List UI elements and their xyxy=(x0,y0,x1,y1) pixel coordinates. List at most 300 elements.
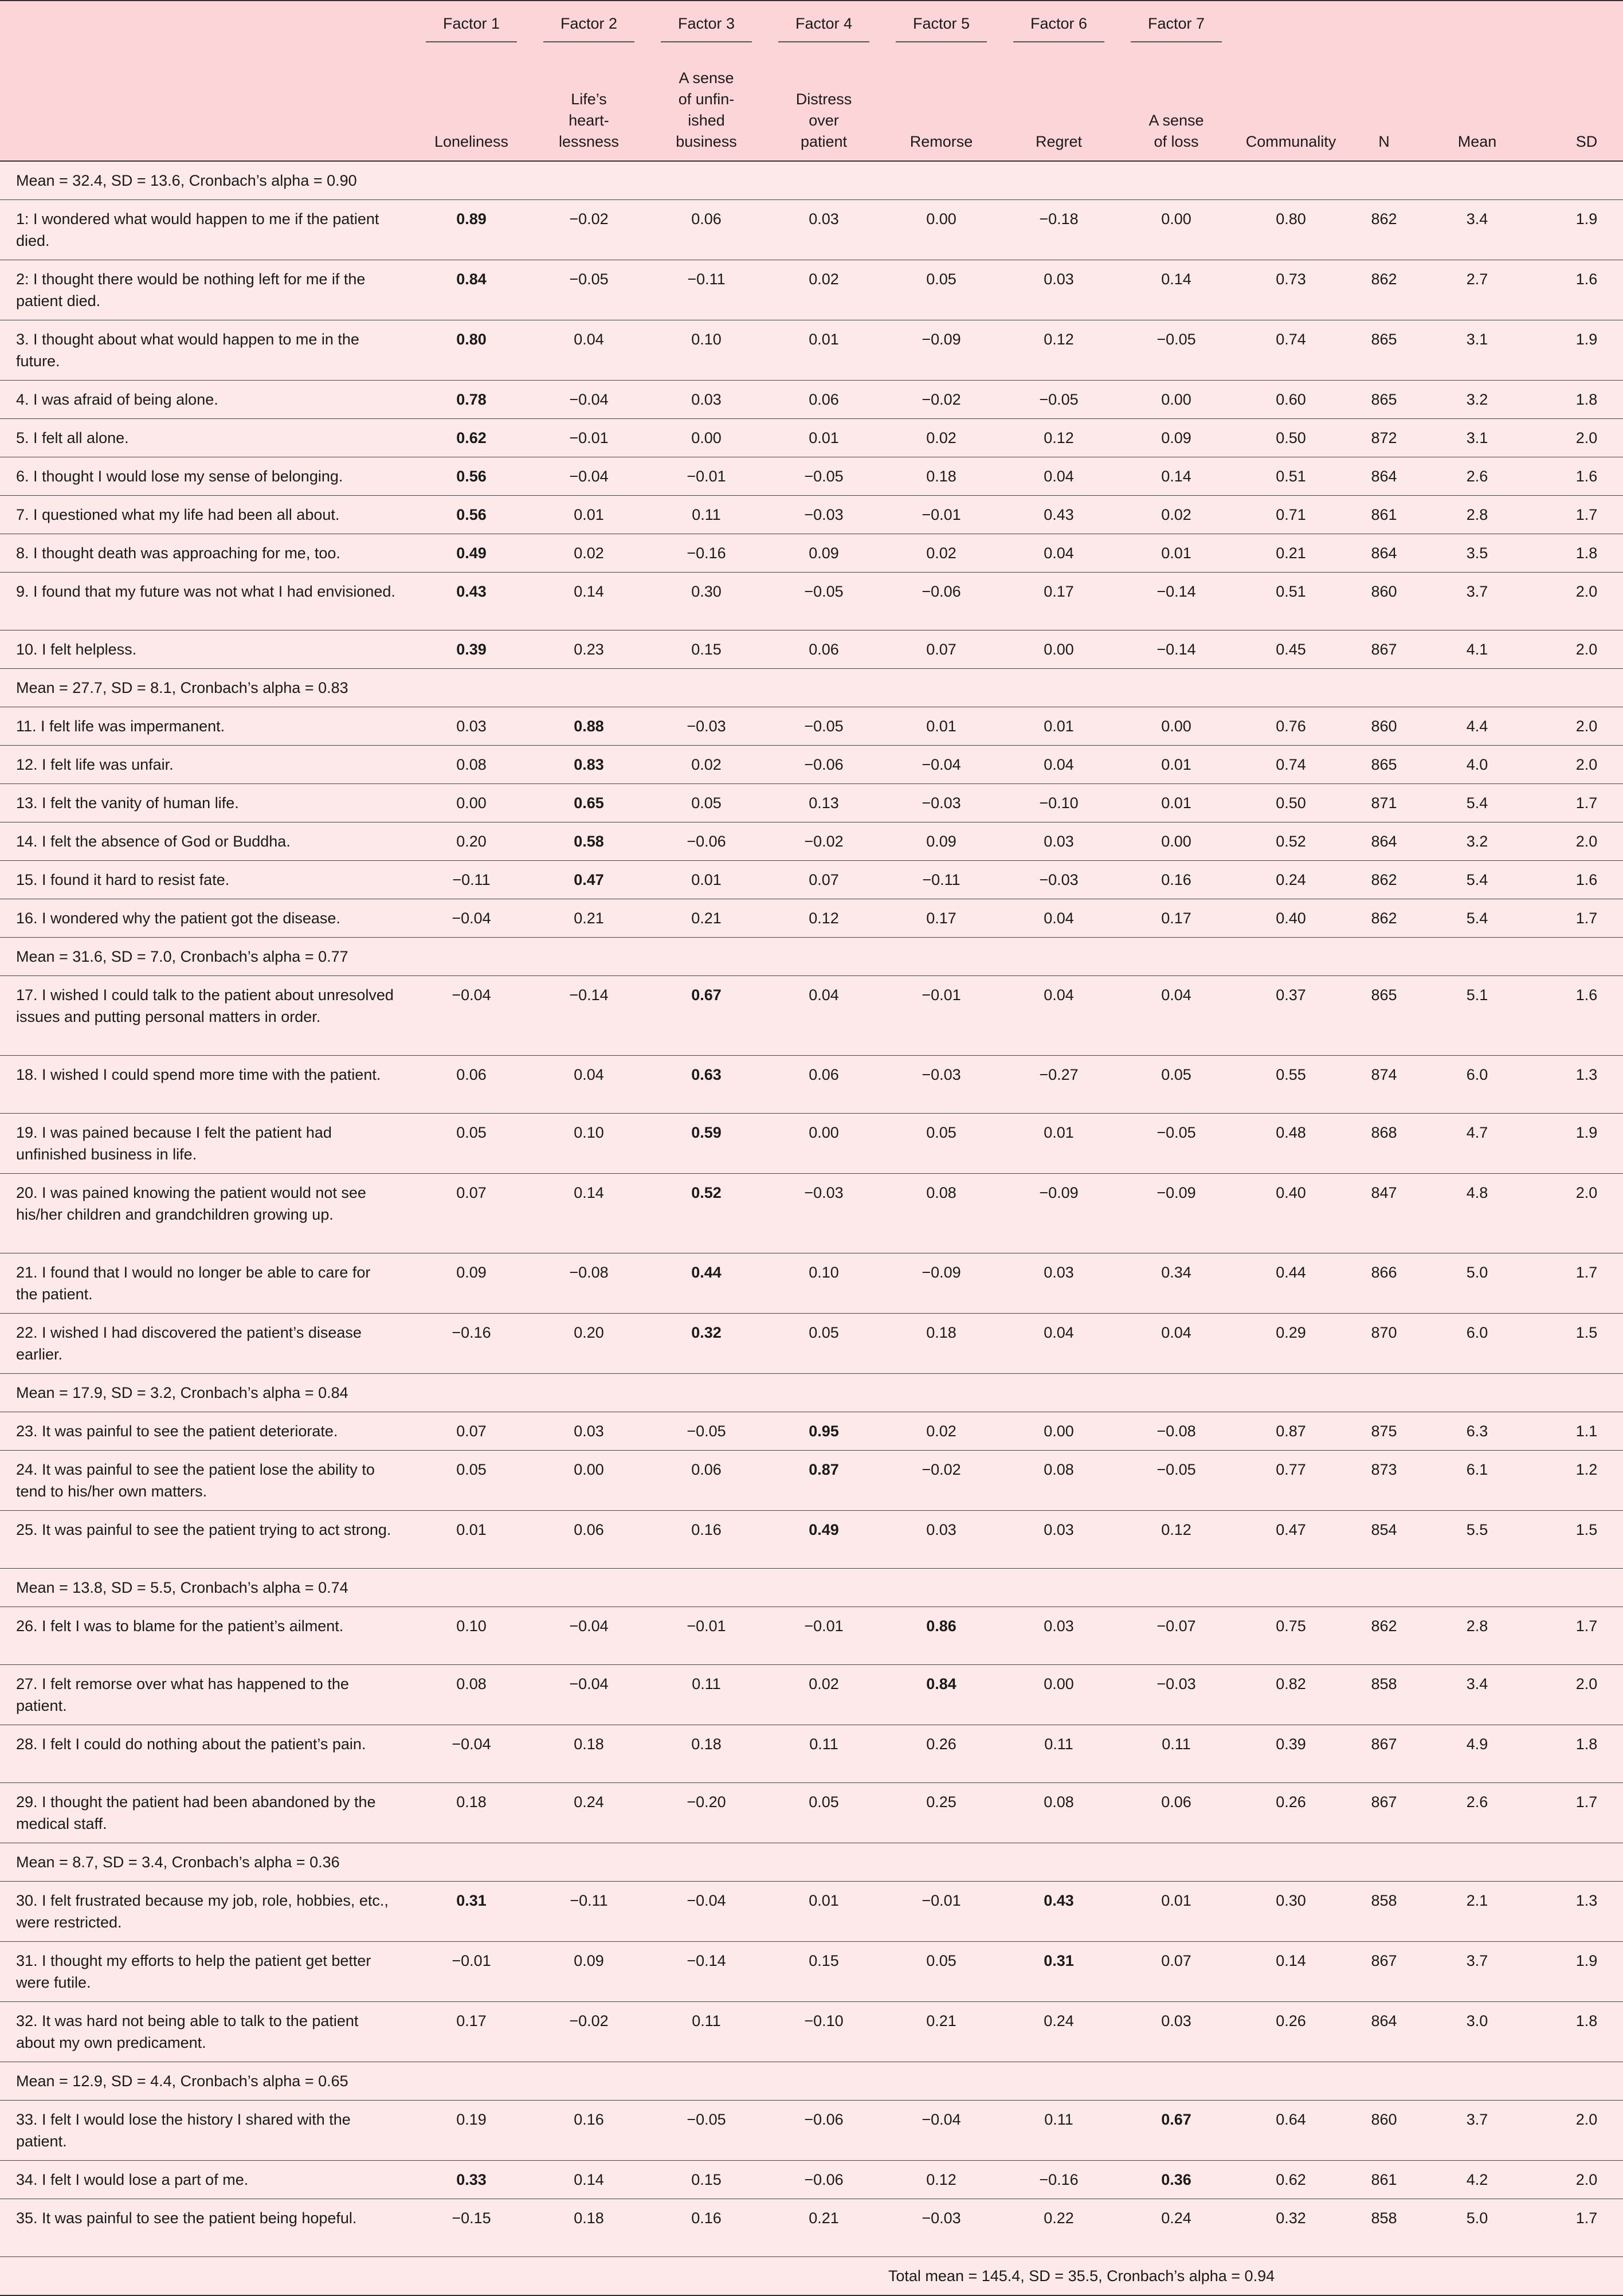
loading-factor-3: −0.06 xyxy=(648,822,765,861)
mean-cell: 2.6 xyxy=(1421,1783,1533,1843)
n-cell: 858 xyxy=(1347,1882,1421,1942)
loading-factor-2: 0.14 xyxy=(530,1174,648,1253)
table-row xyxy=(0,496,1623,534)
loading-factor-2: 0.16 xyxy=(530,2101,648,2161)
loading-factor-1: 0.10 xyxy=(413,1607,530,1665)
loading-factor-4: −0.02 xyxy=(765,822,883,861)
table-row xyxy=(0,200,1623,260)
loading-factor-4: 0.00 xyxy=(765,1114,883,1174)
loading-factor-1: 0.01 xyxy=(413,1511,530,1569)
loading-factor-5: 0.25 xyxy=(883,1783,1000,1843)
loading-factor-4: 0.04 xyxy=(765,976,883,1056)
loading-factor-4: −0.01 xyxy=(765,1607,883,1665)
sd-cell: 1.8 xyxy=(1533,381,1623,419)
loading-factor-4: −0.06 xyxy=(765,746,883,784)
loading-factor-1: 0.78 xyxy=(413,381,530,419)
item-text: 14. I felt the absence of God or Buddha. xyxy=(0,822,413,861)
loading-factor-3: 0.15 xyxy=(648,2161,765,2199)
item-text: 9. I found that my future was not what I had envisioned. xyxy=(0,573,413,630)
n-cell: 867 xyxy=(1347,1783,1421,1843)
loading-factor-6: 0.04 xyxy=(1000,457,1118,496)
loading-factor-6: 0.17 xyxy=(1000,573,1118,630)
mean-cell: 3.2 xyxy=(1421,381,1533,419)
loading-factor-3: −0.04 xyxy=(648,1882,765,1942)
table-row xyxy=(0,1783,1623,1843)
item-text: 3. I thought about what would happen to me in the future. xyxy=(0,320,413,381)
sd-cell: 1.6 xyxy=(1533,861,1623,899)
item-text: 17. I wished I could talk to the patient about unresolved issues and putting personal matters in order. xyxy=(0,976,413,1056)
loading-factor-7: −0.09 xyxy=(1118,1174,1235,1253)
table-row xyxy=(0,2199,1623,2257)
item-text: 20. I was pained knowing the patient would not see his/her children and grandchildren growing up. xyxy=(0,1174,413,1253)
loading-factor-4: −0.05 xyxy=(765,573,883,630)
mean-cell: 5.5 xyxy=(1421,1511,1533,1569)
n-cell: 874 xyxy=(1347,1056,1421,1114)
n-cell: 871 xyxy=(1347,784,1421,822)
n-cell: 865 xyxy=(1347,381,1421,419)
communality-cell: 0.44 xyxy=(1235,1253,1347,1314)
loading-factor-7: −0.05 xyxy=(1118,1451,1235,1511)
loading-factor-7: 0.67 xyxy=(1118,2101,1235,2161)
header-mean: Mean xyxy=(1421,58,1533,161)
communality-cell: 0.71 xyxy=(1235,496,1347,534)
loading-factor-1: 0.07 xyxy=(413,1412,530,1451)
loading-factor-4: 0.15 xyxy=(765,1942,883,2002)
sd-cell: 1.7 xyxy=(1533,899,1623,938)
n-cell: 860 xyxy=(1347,707,1421,746)
loading-factor-4: 0.87 xyxy=(765,1451,883,1511)
communality-cell: 0.26 xyxy=(1235,2002,1347,2062)
mean-cell: 4.0 xyxy=(1421,746,1533,784)
loading-factor-1: −0.04 xyxy=(413,899,530,938)
mean-cell: 2.7 xyxy=(1421,260,1533,320)
loading-factor-7: 0.00 xyxy=(1118,381,1235,419)
item-text: 33. I felt I would lose the history I shared with the patient. xyxy=(0,2101,413,2161)
communality-cell: 0.60 xyxy=(1235,381,1347,419)
item-text: 26. I felt I was to blame for the patient’s ailment. xyxy=(0,1607,413,1665)
communality-cell: 0.76 xyxy=(1235,707,1347,746)
mean-cell: 5.1 xyxy=(1421,976,1533,1056)
loading-factor-6: 0.03 xyxy=(1000,822,1118,861)
loading-factor-2: 0.14 xyxy=(530,2161,648,2199)
loading-factor-2: −0.02 xyxy=(530,200,648,260)
loading-factor-3: 0.30 xyxy=(648,573,765,630)
loading-factor-4: 0.10 xyxy=(765,1253,883,1314)
table-row xyxy=(0,419,1623,457)
item-text: 19. I was pained because I felt the patient had unfinished business in life. xyxy=(0,1114,413,1174)
n-cell: 867 xyxy=(1347,1942,1421,2002)
loading-factor-3: 0.06 xyxy=(648,200,765,260)
mean-cell: 3.7 xyxy=(1421,1942,1533,2002)
loading-factor-1: 0.05 xyxy=(413,1114,530,1174)
loading-factor-7: −0.05 xyxy=(1118,1114,1235,1174)
n-cell: 847 xyxy=(1347,1174,1421,1253)
n-cell: 870 xyxy=(1347,1314,1421,1374)
communality-cell: 0.40 xyxy=(1235,899,1347,938)
mean-cell: 6.1 xyxy=(1421,1451,1533,1511)
loading-factor-3: 0.10 xyxy=(648,320,765,381)
loading-factor-5: 0.21 xyxy=(883,2002,1000,2062)
loading-factor-7: 0.12 xyxy=(1118,1511,1235,1569)
loading-factor-7: −0.07 xyxy=(1118,1607,1235,1665)
communality-cell: 0.62 xyxy=(1235,2161,1347,2199)
loading-factor-4: −0.03 xyxy=(765,1174,883,1253)
item-text: 23. It was painful to see the patient deteriorate. xyxy=(0,1412,413,1451)
loading-factor-2: 0.83 xyxy=(530,746,648,784)
item-text: 24. It was painful to see the patient lose the ability to tend to his/her own matters. xyxy=(0,1451,413,1511)
n-cell: 858 xyxy=(1347,2199,1421,2257)
loading-factor-7: 0.24 xyxy=(1118,2199,1235,2257)
loading-factor-4: 0.02 xyxy=(765,260,883,320)
loading-factor-3: 0.11 xyxy=(648,496,765,534)
table-row xyxy=(0,2101,1623,2161)
table-row xyxy=(0,381,1623,419)
table-row xyxy=(0,1725,1623,1783)
mean-cell: 6.0 xyxy=(1421,1314,1533,1374)
n-cell: 866 xyxy=(1347,1253,1421,1314)
communality-cell: 0.73 xyxy=(1235,260,1347,320)
header-communality: Communality xyxy=(1235,58,1347,161)
loading-factor-6: 0.00 xyxy=(1000,1665,1118,1725)
loading-factor-6: 0.04 xyxy=(1000,534,1118,573)
table-row xyxy=(0,2002,1623,2062)
mean-cell: 6.0 xyxy=(1421,1056,1533,1114)
mean-cell: 4.4 xyxy=(1421,707,1533,746)
loading-factor-1: 0.43 xyxy=(413,573,530,630)
sd-cell: 1.7 xyxy=(1533,1783,1623,1843)
section-summary: Mean = 31.6, SD = 7.0, Cronbach’s alpha = 0.77 xyxy=(0,938,1623,976)
loading-factor-7: 0.17 xyxy=(1118,899,1235,938)
communality-cell: 0.50 xyxy=(1235,784,1347,822)
loading-factor-5: 0.84 xyxy=(883,1665,1000,1725)
loading-factor-2: −0.04 xyxy=(530,1607,648,1665)
header-factor-3: Factor 3 xyxy=(648,1,765,58)
sd-cell: 2.0 xyxy=(1533,822,1623,861)
loading-factor-7: 0.00 xyxy=(1118,707,1235,746)
loading-factor-5: 0.02 xyxy=(883,1412,1000,1451)
loading-factor-4: 0.95 xyxy=(765,1412,883,1451)
loading-factor-3: 0.03 xyxy=(648,381,765,419)
loading-factor-5: −0.09 xyxy=(883,1253,1000,1314)
section-summary-row xyxy=(0,1374,1623,1412)
sd-cell: 1.6 xyxy=(1533,457,1623,496)
header-name-row xyxy=(0,58,1623,161)
section-summary: Mean = 12.9, SD = 4.4, Cronbach’s alpha = 0.65 xyxy=(0,2062,1623,2101)
communality-cell: 0.80 xyxy=(1235,200,1347,260)
loading-factor-6: 0.01 xyxy=(1000,707,1118,746)
loading-factor-2: 0.18 xyxy=(530,1725,648,1783)
loading-factor-1: 0.09 xyxy=(413,1253,530,1314)
loading-factor-6: 0.00 xyxy=(1000,1412,1118,1451)
n-cell: 868 xyxy=(1347,1114,1421,1174)
item-text: 22. I wished I had discovered the patient’s disease earlier. xyxy=(0,1314,413,1374)
factor-name-1: Loneliness xyxy=(413,58,530,161)
loading-factor-6: 0.12 xyxy=(1000,419,1118,457)
sd-cell: 2.0 xyxy=(1533,1665,1623,1725)
table-row xyxy=(0,822,1623,861)
item-text: 30. I felt frustrated because my job, role, hobbies, etc., were restricted. xyxy=(0,1882,413,1942)
loading-factor-5: −0.04 xyxy=(883,2101,1000,2161)
total-summary: Total mean = 145.4, SD = 35.5, Cronbach’s alpha = 0.94 xyxy=(0,2257,1623,2296)
n-cell: 865 xyxy=(1347,976,1421,1056)
loading-factor-2: 0.04 xyxy=(530,320,648,381)
header-n: N xyxy=(1347,58,1421,161)
loading-factor-5: 0.05 xyxy=(883,260,1000,320)
table-row xyxy=(0,1056,1623,1114)
mean-cell: 3.4 xyxy=(1421,200,1533,260)
loading-factor-3: −0.01 xyxy=(648,457,765,496)
factor-name-4: Distress over patient xyxy=(765,58,883,161)
item-text: 5. I felt all alone. xyxy=(0,419,413,457)
sd-cell: 1.5 xyxy=(1533,1314,1623,1374)
loading-factor-2: 0.23 xyxy=(530,630,648,669)
loading-factor-4: 0.13 xyxy=(765,784,883,822)
item-text: 6. I thought I would lose my sense of belonging. xyxy=(0,457,413,496)
communality-cell: 0.52 xyxy=(1235,822,1347,861)
n-cell: 862 xyxy=(1347,899,1421,938)
loading-factor-1: −0.16 xyxy=(413,1314,530,1374)
loading-factor-4: 0.06 xyxy=(765,1056,883,1114)
loading-factor-2: 0.88 xyxy=(530,707,648,746)
communality-cell: 0.55 xyxy=(1235,1056,1347,1114)
loading-factor-6: 0.03 xyxy=(1000,1511,1118,1569)
header-factor-5: Factor 5 xyxy=(883,1,1000,58)
item-text: 16. I wondered why the patient got the disease. xyxy=(0,899,413,938)
loading-factor-4: 0.02 xyxy=(765,1665,883,1725)
sd-cell: 1.6 xyxy=(1533,260,1623,320)
loading-factor-2: 0.10 xyxy=(530,1114,648,1174)
loading-factor-6: 0.31 xyxy=(1000,1942,1118,2002)
sd-cell: 1.9 xyxy=(1533,1114,1623,1174)
n-cell: 875 xyxy=(1347,1412,1421,1451)
loading-factor-5: −0.01 xyxy=(883,1882,1000,1942)
loading-factor-3: 0.18 xyxy=(648,1725,765,1783)
loading-factor-5: 0.07 xyxy=(883,630,1000,669)
section-summary: Mean = 8.7, SD = 3.4, Cronbach’s alpha = 0.36 xyxy=(0,1843,1623,1882)
sd-cell: 2.0 xyxy=(1533,630,1623,669)
mean-cell: 4.8 xyxy=(1421,1174,1533,1253)
loading-factor-7: −0.05 xyxy=(1118,320,1235,381)
header-factor-6: Factor 6 xyxy=(1000,1,1118,58)
header-factor-7: Factor 7 xyxy=(1118,1,1235,58)
communality-cell: 0.39 xyxy=(1235,1725,1347,1783)
factor-name-7: A sense of loss xyxy=(1118,58,1235,161)
mean-cell: 5.0 xyxy=(1421,2199,1533,2257)
loading-factor-1: 0.06 xyxy=(413,1056,530,1114)
section-summary-row xyxy=(0,161,1623,200)
header-factor-2: Factor 2 xyxy=(530,1,648,58)
loading-factor-4: −0.05 xyxy=(765,707,883,746)
loading-factor-5: −0.01 xyxy=(883,976,1000,1056)
total-row xyxy=(0,2257,1623,2296)
loading-factor-3: −0.16 xyxy=(648,534,765,573)
loading-factor-7: 0.01 xyxy=(1118,784,1235,822)
loading-factor-3: 0.06 xyxy=(648,1451,765,1511)
loading-factor-6: 0.04 xyxy=(1000,1314,1118,1374)
loading-factor-6: −0.03 xyxy=(1000,861,1118,899)
loading-factor-6: −0.27 xyxy=(1000,1056,1118,1114)
sd-cell: 1.9 xyxy=(1533,320,1623,381)
loading-factor-2: 0.20 xyxy=(530,1314,648,1374)
loading-factor-3: 0.05 xyxy=(648,784,765,822)
loading-factor-7: 0.05 xyxy=(1118,1056,1235,1114)
table-row xyxy=(0,1114,1623,1174)
item-text: 15. I found it hard to resist fate. xyxy=(0,861,413,899)
n-cell: 858 xyxy=(1347,1665,1421,1725)
loading-factor-2: −0.14 xyxy=(530,976,648,1056)
loading-factor-7: 0.09 xyxy=(1118,419,1235,457)
section-summary: Mean = 13.8, SD = 5.5, Cronbach’s alpha = 0.74 xyxy=(0,1569,1623,1607)
item-text: 11. I felt life was impermanent. xyxy=(0,707,413,746)
loading-factor-1: 0.07 xyxy=(413,1174,530,1253)
table-row xyxy=(0,1412,1623,1451)
loading-factor-4: 0.06 xyxy=(765,381,883,419)
loading-factor-3: −0.05 xyxy=(648,2101,765,2161)
loading-factor-4: −0.10 xyxy=(765,2002,883,2062)
loading-factor-5: 0.17 xyxy=(883,899,1000,938)
loading-factor-4: 0.12 xyxy=(765,899,883,938)
table-row xyxy=(0,784,1623,822)
loading-factor-2: 0.01 xyxy=(530,496,648,534)
loading-factor-5: −0.04 xyxy=(883,746,1000,784)
n-cell: 862 xyxy=(1347,861,1421,899)
section-summary-row xyxy=(0,1569,1623,1607)
n-cell: 861 xyxy=(1347,2161,1421,2199)
sd-cell: 1.3 xyxy=(1533,1882,1623,1942)
sd-cell: 1.7 xyxy=(1533,1607,1623,1665)
loading-factor-1: 0.18 xyxy=(413,1783,530,1843)
communality-cell: 0.64 xyxy=(1235,2101,1347,2161)
communality-cell: 0.45 xyxy=(1235,630,1347,669)
table-row xyxy=(0,320,1623,381)
factor-name-2: Life’s heart- lessness xyxy=(530,58,648,161)
loading-factor-6: −0.09 xyxy=(1000,1174,1118,1253)
loading-factor-1: −0.04 xyxy=(413,976,530,1056)
loading-factor-3: −0.05 xyxy=(648,1412,765,1451)
item-text: 31. I thought my efforts to help the patient get better were futile. xyxy=(0,1942,413,2002)
mean-cell: 3.7 xyxy=(1421,573,1533,630)
loading-factor-2: −0.05 xyxy=(530,260,648,320)
mean-cell: 3.1 xyxy=(1421,320,1533,381)
loading-factor-5: 0.02 xyxy=(883,419,1000,457)
table-row xyxy=(0,1942,1623,2002)
mean-cell: 3.0 xyxy=(1421,2002,1533,2062)
communality-cell: 0.75 xyxy=(1235,1607,1347,1665)
mean-cell: 2.8 xyxy=(1421,1607,1533,1665)
loading-factor-6: −0.16 xyxy=(1000,2161,1118,2199)
loading-factor-7: 0.04 xyxy=(1118,976,1235,1056)
loading-factor-2: −0.02 xyxy=(530,2002,648,2062)
sd-cell: 2.0 xyxy=(1533,2101,1623,2161)
mean-cell: 2.1 xyxy=(1421,1882,1533,1942)
loading-factor-6: 0.04 xyxy=(1000,746,1118,784)
loading-factor-2: −0.04 xyxy=(530,1665,648,1725)
loading-factor-6: 0.22 xyxy=(1000,2199,1118,2257)
communality-cell: 0.30 xyxy=(1235,1882,1347,1942)
loading-factor-7: 0.01 xyxy=(1118,746,1235,784)
item-text: 1: I wondered what would happen to me if the patient died. xyxy=(0,200,413,260)
table-row xyxy=(0,573,1623,630)
table-row xyxy=(0,260,1623,320)
table-row xyxy=(0,1314,1623,1374)
loading-factor-1: −0.04 xyxy=(413,1725,530,1783)
n-cell: 872 xyxy=(1347,419,1421,457)
mean-cell: 5.4 xyxy=(1421,784,1533,822)
loading-factor-3: 0.44 xyxy=(648,1253,765,1314)
loading-factor-2: −0.04 xyxy=(530,457,648,496)
table-row xyxy=(0,707,1623,746)
n-cell: 861 xyxy=(1347,496,1421,534)
item-text: 29. I thought the patient had been abandoned by the medical staff. xyxy=(0,1783,413,1843)
table-row xyxy=(0,1174,1623,1253)
loading-factor-6: −0.18 xyxy=(1000,200,1118,260)
header-sd: SD xyxy=(1533,58,1623,161)
loading-factor-7: 0.16 xyxy=(1118,861,1235,899)
sd-cell: 1.8 xyxy=(1533,1725,1623,1783)
n-cell: 865 xyxy=(1347,320,1421,381)
loading-factor-4: −0.06 xyxy=(765,2101,883,2161)
table-row xyxy=(0,1882,1623,1942)
item-text: 28. I felt I could do nothing about the patient’s pain. xyxy=(0,1725,413,1783)
loading-factor-7: 0.00 xyxy=(1118,822,1235,861)
n-cell: 862 xyxy=(1347,260,1421,320)
loading-factor-7: −0.03 xyxy=(1118,1665,1235,1725)
table-row xyxy=(0,1607,1623,1665)
mean-cell: 4.2 xyxy=(1421,2161,1533,2199)
loading-factor-1: 0.03 xyxy=(413,707,530,746)
table-body xyxy=(0,161,1623,2257)
loading-factor-7: 0.14 xyxy=(1118,260,1235,320)
loading-factor-6: 0.43 xyxy=(1000,1882,1118,1942)
loading-factor-5: 0.18 xyxy=(883,457,1000,496)
factor-name-3: A sense of unfin- ished business xyxy=(648,58,765,161)
sd-cell: 2.0 xyxy=(1533,746,1623,784)
loading-factor-7: 0.34 xyxy=(1118,1253,1235,1314)
loading-factor-6: 0.24 xyxy=(1000,2002,1118,2062)
communality-cell: 0.29 xyxy=(1235,1314,1347,1374)
communality-cell: 0.24 xyxy=(1235,861,1347,899)
n-cell: 862 xyxy=(1347,200,1421,260)
loading-factor-2: −0.01 xyxy=(530,419,648,457)
loading-factor-5: −0.03 xyxy=(883,784,1000,822)
mean-cell: 5.4 xyxy=(1421,899,1533,938)
loading-factor-4: 0.05 xyxy=(765,1314,883,1374)
sd-cell: 1.9 xyxy=(1533,1942,1623,2002)
loading-factor-3: −0.11 xyxy=(648,260,765,320)
loading-factor-3: −0.20 xyxy=(648,1783,765,1843)
loading-factor-6: 0.11 xyxy=(1000,1725,1118,1783)
n-cell: 860 xyxy=(1347,2101,1421,2161)
loading-factor-3: 0.21 xyxy=(648,899,765,938)
table-row xyxy=(0,976,1623,1056)
loading-factor-6: 0.04 xyxy=(1000,976,1118,1056)
table-row xyxy=(0,899,1623,938)
loading-factor-6: 0.08 xyxy=(1000,1783,1118,1843)
loading-factor-1: 0.08 xyxy=(413,1665,530,1725)
sd-cell: 1.7 xyxy=(1533,2199,1623,2257)
item-text: 32. It was hard not being able to talk to the patient about my own predicament. xyxy=(0,2002,413,2062)
item-text: 13. I felt the vanity of human life. xyxy=(0,784,413,822)
loading-factor-7: 0.14 xyxy=(1118,457,1235,496)
loading-factor-7: 0.04 xyxy=(1118,1314,1235,1374)
loading-factor-2: 0.09 xyxy=(530,1942,648,2002)
table-row xyxy=(0,1451,1623,1511)
loading-factor-6: 0.01 xyxy=(1000,1114,1118,1174)
loading-factor-1: 0.19 xyxy=(413,2101,530,2161)
sd-cell: 2.0 xyxy=(1533,1174,1623,1253)
item-text: 18. I wished I could spend more time with the patient. xyxy=(0,1056,413,1114)
loading-factor-3: 0.01 xyxy=(648,861,765,899)
